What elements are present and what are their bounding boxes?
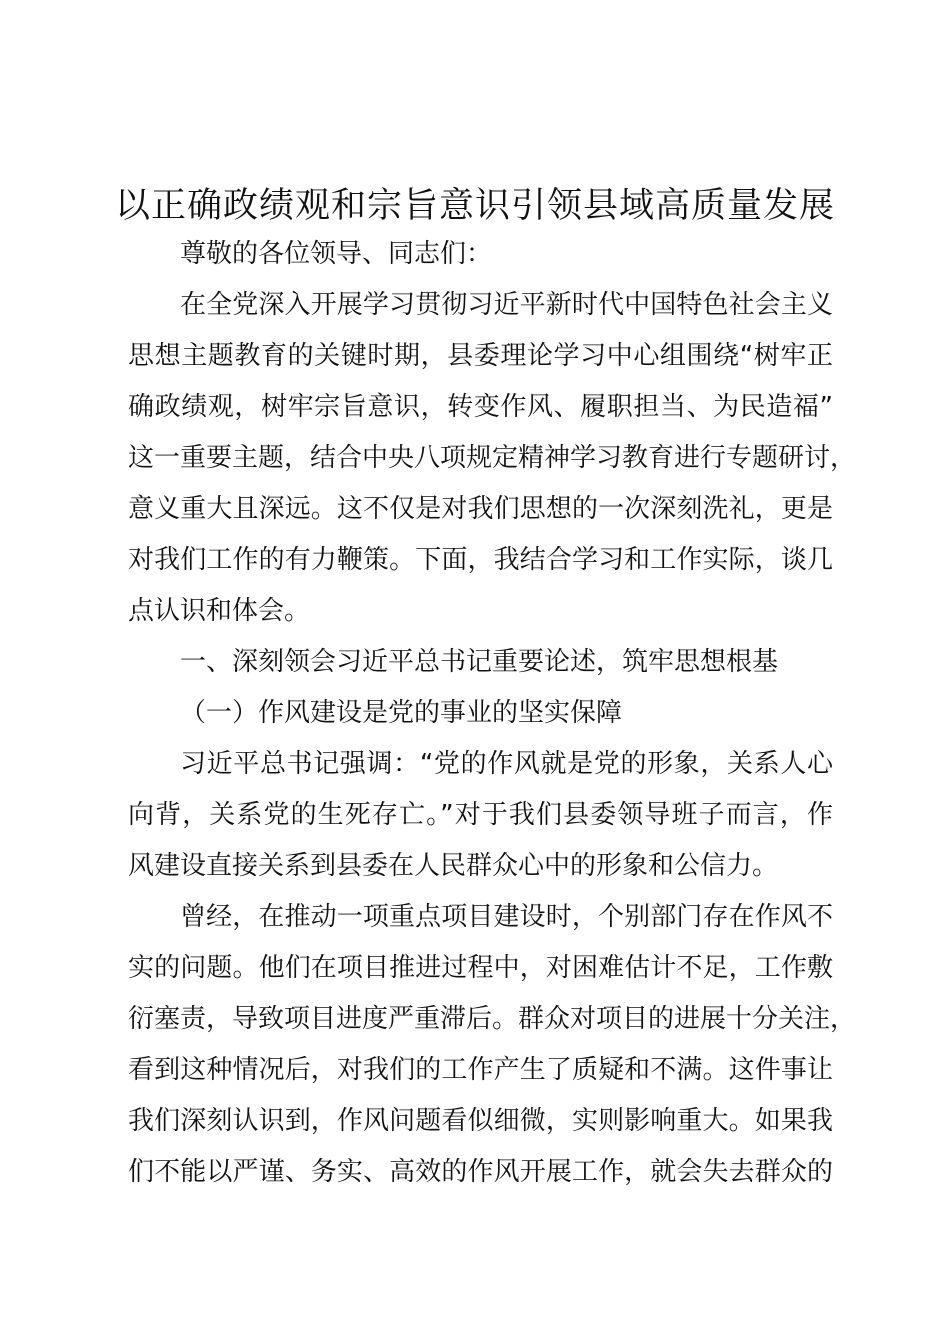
paragraph-line: 看到这种情况后，对我们的工作产生了质疑和不满。这件事让	[128, 1055, 833, 1085]
paragraph-line: 这一重要主题，结合中央八项规定精神学习教育进行专题研讨，	[128, 443, 857, 473]
paragraph-line: 意义重大且深远。这不仅是对我们思想的一次深刻洗礼，更是	[128, 494, 833, 524]
paragraph-line: 风建设直接关系到县委在人民群众心中的形象和公信力。	[128, 851, 779, 881]
paragraph-line: 点认识和体会。	[128, 596, 311, 626]
subsection-heading: （一）作风建设是党的事业的坚实保障	[180, 698, 623, 728]
document-title: 以正确政绩观和宗旨意识引领县域高质量发展	[114, 186, 835, 226]
paragraph-line: 向背，关系党的生死存亡。”对于我们县委领导班子而言，作	[128, 800, 833, 830]
paragraph-line: 曾经，在推动一项重点项目建设时，个别部门存在作风不	[180, 902, 833, 932]
paragraph-line: 实的问题。他们在项目推进过程中，对困难估计不足，工作敷	[128, 953, 833, 983]
paragraph-line: 在全党深入开展学习贯彻习近平新时代中国特色社会主义	[180, 290, 833, 320]
paragraph-line: 我们深刻认识到，作风问题看似细微，实则影响重大。如果我	[128, 1106, 833, 1136]
paragraph-line: 思想主题教育的关键时期，县委理论学习中心组围绕“树牢正	[128, 341, 833, 371]
document-body	[128, 229, 857, 1198]
paragraph-line: 们不能以严谨、务实、高效的作风开展工作，就会失去群众的	[128, 1157, 833, 1187]
paragraph-line: 对我们工作的有力鞭策。下面，我结合学习和工作实际，谈几	[128, 545, 833, 575]
paragraph-quote	[128, 739, 833, 892]
paragraph-example	[128, 892, 857, 1198]
paragraph-line: 衍塞责，导致项目进度严重滞后。群众对项目的进展十分关注，	[128, 1004, 857, 1034]
paragraph-intro	[128, 280, 857, 637]
section-heading: 一、深刻领会习近平总书记重要论述，筑牢思想根基	[180, 647, 779, 677]
greeting-line: 尊敬的各位领导、同志们：	[180, 239, 493, 269]
paragraph-line: 确政绩观，树牢宗旨意识，转变作风、履职担当、为民造福”	[128, 392, 833, 422]
paragraph-line: 习近平总书记强调：“党的作风就是党的形象，关系人心	[180, 749, 833, 779]
